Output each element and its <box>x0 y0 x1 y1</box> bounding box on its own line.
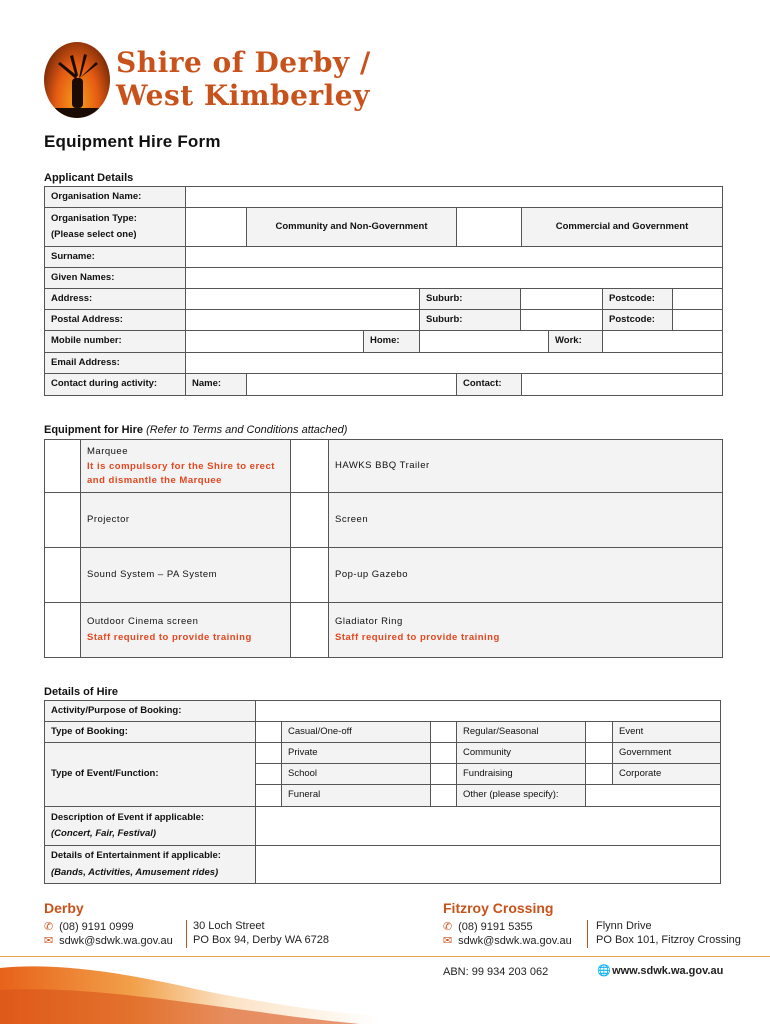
suburb-field[interactable] <box>520 288 603 310</box>
commercial-checkbox[interactable] <box>456 207 522 247</box>
gladiator-checkbox[interactable] <box>290 602 329 658</box>
hawks-item: HAWKS BBQ Trailer <box>328 439 723 493</box>
activity-field[interactable] <box>255 700 721 722</box>
footer-derby-phone <box>44 920 134 933</box>
contact-name-field[interactable] <box>246 373 457 396</box>
postal-suburb-field[interactable] <box>520 309 603 331</box>
other-checkbox[interactable] <box>430 784 457 807</box>
address-field[interactable] <box>185 288 420 310</box>
projector-checkbox[interactable] <box>44 492 81 548</box>
derby-phone-text: (08) 9191 0999 <box>59 921 134 933</box>
logo-title-line1: Shire of Derby / <box>116 46 371 79</box>
marquee-checkbox[interactable] <box>44 439 81 493</box>
footer-divider <box>0 956 770 957</box>
footer-abn: ABN: 99 934 203 062 <box>443 966 549 978</box>
org-type-hint: (Please select one) <box>51 229 137 240</box>
footer-derby-title: Derby <box>44 900 84 916</box>
website-text[interactable]: www.sdwk.wa.gov.au <box>612 965 724 977</box>
address-label: Address: <box>44 288 186 310</box>
entertainment-label <box>44 845 256 884</box>
screen-item: Screen <box>328 492 723 548</box>
gladiator-label: Gladiator Ring <box>335 615 403 627</box>
shire-logo-emblem <box>44 42 110 118</box>
globe-icon: 🌐 <box>597 965 611 977</box>
event-checkbox[interactable] <box>585 721 613 743</box>
projector-item: Projector <box>80 492 291 548</box>
cinema-item <box>80 602 291 658</box>
equipment-section-title <box>44 424 347 436</box>
postcode-label: Postcode: <box>602 288 673 310</box>
event-type-label: Type of Event/Function: <box>44 742 256 807</box>
booking-type-label: Type of Booking: <box>44 721 256 743</box>
gazebo-item: Pop-up Gazebo <box>328 547 723 603</box>
funeral-option: Funeral <box>281 784 431 807</box>
footer-derby-email <box>44 934 173 947</box>
contact-number-label: Contact: <box>456 373 522 396</box>
option-community-label: Community and Non-Government <box>246 207 457 247</box>
footer-fitzroy-phone <box>443 920 533 933</box>
fundraising-option: Fundraising <box>456 763 586 785</box>
gladiator-item <box>328 602 723 658</box>
community-option: Community <box>456 742 586 764</box>
postal-postcode-label: Postcode: <box>602 309 673 331</box>
org-name-label: Organisation Name: <box>44 186 186 208</box>
fitzroy-email-text: sdwk@sdwk.wa.gov.au <box>458 935 572 947</box>
contact-number-field[interactable] <box>521 373 723 396</box>
cinema-note: Staff required to provide training <box>87 632 252 643</box>
equipment-title-note: (Refer to Terms and Conditions attached) <box>146 424 348 436</box>
marquee-note: It is compulsory for the Shire to erect and dismantle the Marquee <box>87 461 275 487</box>
org-type-label-text: Organisation Type: <box>51 212 137 224</box>
equipment-title-text: Equipment for Hire <box>44 424 144 436</box>
cinema-checkbox[interactable] <box>44 602 81 658</box>
option-commercial-label: Commercial and Government <box>521 207 723 247</box>
footer-fitzroy-addr2: PO Box 101, Fitzroy Crossing <box>596 934 741 946</box>
footer-fitzroy-addr1: Flynn Drive <box>596 920 652 932</box>
work-field[interactable] <box>602 330 723 353</box>
screen-checkbox[interactable] <box>290 492 329 548</box>
private-option: Private <box>281 742 431 764</box>
marquee-item <box>80 439 291 493</box>
postal-address-label: Postal Address: <box>44 309 186 331</box>
phone-icon: ✆ <box>443 921 453 933</box>
other-option: Other (please specify): <box>456 784 586 807</box>
form-title: Equipment Hire Form <box>44 132 221 151</box>
footer-fitzroy-title: Fitzroy Crossing <box>443 900 554 916</box>
marquee-label: Marquee <box>87 446 128 458</box>
regular-checkbox[interactable] <box>430 721 457 743</box>
community-event-checkbox[interactable] <box>430 742 457 764</box>
org-type-label <box>44 207 186 247</box>
postal-address-field[interactable] <box>185 309 420 331</box>
footer-derby-addr2: PO Box 94, Derby WA 6728 <box>193 934 329 946</box>
work-label: Work: <box>548 330 603 353</box>
home-label: Home: <box>363 330 420 353</box>
description-field[interactable] <box>255 806 721 846</box>
regular-option: Regular/Seasonal <box>456 721 586 743</box>
government-option: Government <box>612 742 721 764</box>
corporate-option: Corporate <box>612 763 721 785</box>
email-icon: ✉ <box>443 935 453 947</box>
entertainment-label-text: Details of Entertainment if applicable: <box>51 850 221 862</box>
gladiator-note: Staff required to provide training <box>335 632 500 643</box>
activity-label: Activity/Purpose of Booking: <box>44 700 256 722</box>
surname-label: Surname: <box>44 246 186 268</box>
footer-derby-addr1: 30 Loch Street <box>193 920 265 932</box>
postal-suburb-label: Suburb: <box>419 309 521 331</box>
description-hint: (Concert, Fair, Festival) <box>51 828 157 839</box>
school-option: School <box>281 763 431 785</box>
gazebo-checkbox[interactable] <box>290 547 329 603</box>
logo-title-line2: West Kimberley <box>116 79 370 112</box>
cinema-label: Outdoor Cinema screen <box>87 615 199 627</box>
email-icon: ✉ <box>44 935 54 947</box>
given-names-field[interactable] <box>185 267 723 289</box>
government-checkbox[interactable] <box>585 742 613 764</box>
contact-during-label: Contact during activity: <box>44 373 186 396</box>
entertainment-field[interactable] <box>255 845 721 884</box>
email-label: Email Address: <box>44 352 186 374</box>
sound-item: Sound System – PA System <box>80 547 291 603</box>
community-checkbox[interactable] <box>185 207 247 247</box>
fundraising-checkbox[interactable] <box>430 763 457 785</box>
contact-name-label: Name: <box>185 373 247 396</box>
hire-section-title: Details of Hire <box>44 686 118 698</box>
footer-derby-separator <box>186 920 187 948</box>
postal-postcode-field[interactable] <box>672 309 723 331</box>
fitzroy-phone-text: (08) 9191 5355 <box>458 921 533 933</box>
mobile-field[interactable] <box>185 330 364 353</box>
postcode-field[interactable] <box>672 288 723 310</box>
given-names-label: Given Names: <box>44 267 186 289</box>
suburb-label: Suburb: <box>419 288 521 310</box>
entertainment-hint: (Bands, Activities, Amusement rides) <box>51 866 219 878</box>
sound-checkbox[interactable] <box>44 547 81 603</box>
footer-fitzroy-separator <box>587 920 588 948</box>
description-label-text: Description of Event if applicable: <box>51 811 205 823</box>
hawks-checkbox[interactable] <box>290 439 329 493</box>
private-checkbox[interactable] <box>255 742 282 764</box>
other-specify-field[interactable] <box>585 784 721 807</box>
phone-icon: ✆ <box>44 921 54 933</box>
home-field[interactable] <box>419 330 549 353</box>
footer-website[interactable] <box>597 964 723 977</box>
mobile-label: Mobile number: <box>44 330 186 353</box>
description-label <box>44 806 256 846</box>
footer-fitzroy-email <box>443 934 572 947</box>
derby-email-text: sdwk@sdwk.wa.gov.au <box>59 935 173 947</box>
org-name-field[interactable] <box>185 186 723 208</box>
applicant-section-title: Applicant Details <box>44 172 134 184</box>
surname-field[interactable] <box>185 246 723 268</box>
corporate-checkbox[interactable] <box>585 763 613 785</box>
event-option: Event <box>612 721 721 743</box>
casual-option: Casual/One-off <box>281 721 431 743</box>
email-field[interactable] <box>185 352 723 374</box>
school-checkbox[interactable] <box>255 763 282 785</box>
funeral-checkbox[interactable] <box>255 784 282 807</box>
casual-checkbox[interactable] <box>255 721 282 743</box>
